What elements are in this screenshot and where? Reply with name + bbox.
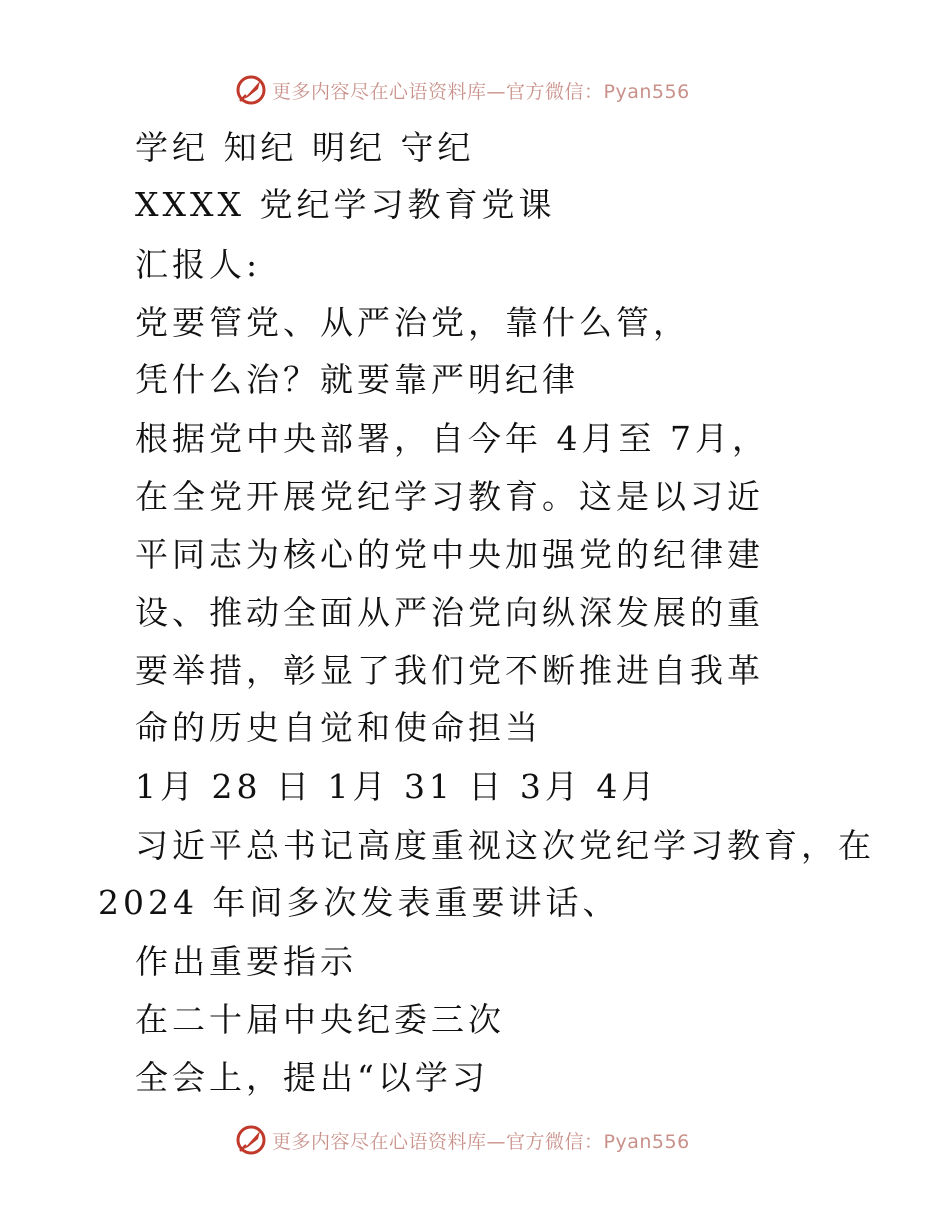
text-line: 作出重要指示 bbox=[135, 942, 357, 981]
text-line: 凭什么治？就要靠严明纪律 bbox=[135, 360, 579, 399]
footer-watermark bbox=[234, 1122, 690, 1158]
text-line: 学纪 知纪 明纪 守纪 bbox=[135, 128, 475, 167]
watermark-text: 更多内容尽在心语资料库—官方微信：Pyan556 bbox=[272, 1130, 690, 1153]
text-line: 汇报人: bbox=[135, 245, 262, 284]
text-line: 1月 28 日 1月 31 日 3月 4月 bbox=[135, 767, 659, 806]
text-line: 命的历史自觉和使命担当 bbox=[135, 708, 542, 747]
text-line: 习近平总书记高度重视这次党纪学习教育，在 bbox=[135, 826, 875, 865]
quill-logo-icon bbox=[234, 73, 268, 107]
text-line: 在全党开展党纪学习教育。这是以习近 bbox=[135, 477, 764, 516]
text-line: 要举措，彰显了我们党不断推进自我革 bbox=[135, 651, 764, 690]
text-line: 全会上，提出“以学习 bbox=[135, 1058, 489, 1097]
text-line: 根据党中央部署，自今年 4月至 7月， bbox=[135, 419, 769, 458]
text-line: 党要管党、从严治党，靠什么管， bbox=[135, 303, 690, 342]
text-line: 平同志为核心的党中央加强党的纪律建 bbox=[135, 535, 764, 574]
text-line: 在二十届中央纪委三次 bbox=[135, 1000, 505, 1039]
quill-logo-icon bbox=[234, 1123, 268, 1157]
text-line: XXXX 党纪学习教育党课 bbox=[135, 185, 556, 224]
text-line: 设、推动全面从严治党向纵深发展的重 bbox=[135, 593, 764, 632]
text-line: 2024 年间多次发表重要讲话、 bbox=[98, 883, 620, 922]
watermark-text: 更多内容尽在心语资料库—官方微信：Pyan556 bbox=[272, 80, 690, 103]
header-watermark bbox=[234, 72, 690, 108]
